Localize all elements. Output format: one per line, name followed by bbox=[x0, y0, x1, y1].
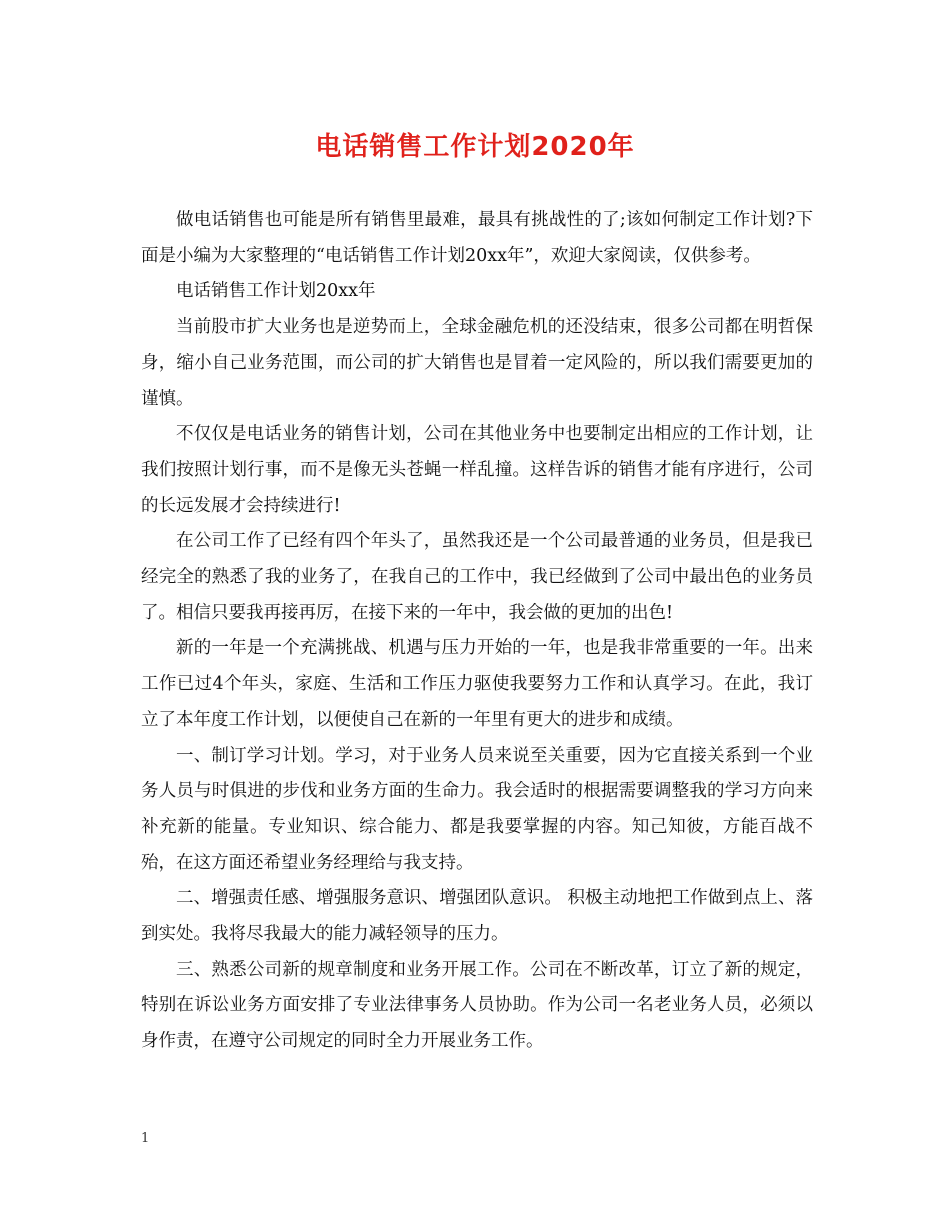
paragraph-plan: 不仅仅是电话业务的销售计划，公司在其他业务中也要制定出相应的工作计划，让我们按照计划行事，而不是像无头苍蝇一样乱撞。这样告诉的销售才能有序进行，公司的长远发展才会持续进行! bbox=[141, 424, 813, 516]
page-number: 1 bbox=[141, 1131, 150, 1146]
paragraph-point-three: 三、熟悉公司新的规章制度和业务开展工作。公司在不断改革，订立了新的规定，特别在诉讼业务方面安排了专业法律事务人员协助。作为公司一名老业务人员，必须以身作责，在遵守公司规定的同时全力开展业务工作。 bbox=[141, 959, 813, 1052]
document-title: 电话销售工作计划2020年 bbox=[315, 132, 635, 162]
paragraph-experience: 在公司工作了已经有四个年头了，虽然我还是一个公司最普通的业务员，但是我已经完全的熟悉了我的业务了，在我自己的工作中，我已经做到了公司中最出色的业务员了。相信只要我再接再厉，在接下来的一年中，我会做的更加的出色! bbox=[141, 531, 813, 623]
paragraph-point-one: 一、制订学习计划。学习，对于业务人员来说至关重要，因为它直接关系到一个业务人员与时俱进的步伐和业务方面的生命力。我会适时的根据需要调整我的学习方向来补充新的能量。专业知识、综合能力、都是我要掌握的内容。知己知彼，方能百战不殆，在这方面还希望业务经理给与我支持。 bbox=[141, 745, 813, 873]
paragraph-market: 当前股市扩大业务也是逆势而上，全球金融危机的还没结束，很多公司都在明哲保身，缩小自己业务范围，而公司的扩大销售也是冒着一定风险的，所以我们需要更加的谨慎。 bbox=[141, 317, 813, 409]
paragraph-new-year: 新的一年是一个充满挑战、机遇与压力开始的一年，也是我非常重要的一年。出来工作已过4个年头，家庭、生活和工作压力驱使我要努力工作和认真学习。在此，我订立了本年度工作计划，以便使自己在新的一年里有更大的进步和成绩。 bbox=[141, 638, 813, 730]
paragraph-intro: 做电话销售也可能是所有销售里最难，最具有挑战性的了;该如何制定工作计划?下面是小编为大家整理的“电话销售工作计划20xx年”，欢迎大家阅读，仅供参考。 bbox=[141, 210, 813, 266]
document-body bbox=[141, 203, 813, 1060]
paragraph-subtitle: 电话销售工作计划20xx年 bbox=[176, 281, 376, 302]
paragraph-point-two: 二、增强责任感、增强服务意识、增强团队意识。 积极主动地把工作做到点上、落到实处。我将尽我最大的能力减轻领导的压力。 bbox=[141, 888, 813, 945]
